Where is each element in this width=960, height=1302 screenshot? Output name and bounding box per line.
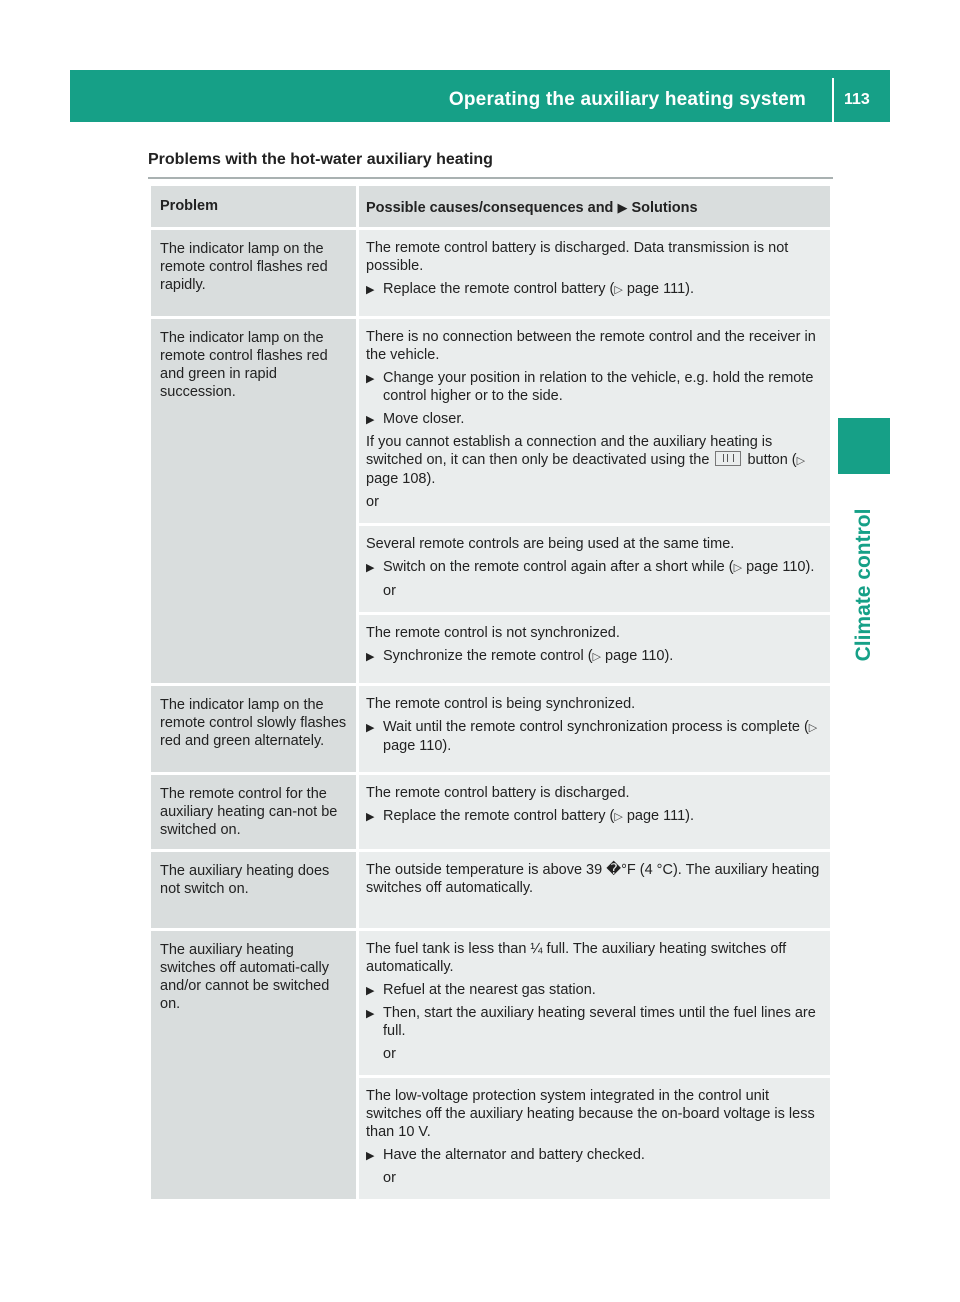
page-link[interactable]: page 110 (746, 559, 806, 575)
solution-cell (358, 685, 832, 774)
page-link[interactable]: page 110 (605, 648, 665, 664)
or-text: or (366, 494, 379, 510)
table-row (150, 318, 832, 525)
page-link[interactable]: page 110 (383, 738, 443, 754)
solution-cell (358, 614, 832, 685)
chapter-label-text: Climate control (852, 508, 875, 662)
page-header (70, 70, 890, 122)
note-text (366, 433, 824, 488)
table-row (150, 685, 832, 774)
problem-cell: The indicator lamp on the remote control flashes red rapidly. (150, 229, 358, 318)
step-arrow-icon: ▶ (366, 562, 375, 574)
cause-text: The remote control battery is discharged. Data transmission is not possible. (366, 240, 789, 274)
solution-step (366, 410, 824, 428)
step-text-end: ). (685, 808, 694, 824)
section-title: Problems with the hot-water auxiliary heating (148, 151, 493, 168)
solution-step (366, 558, 824, 577)
solution-step (366, 1004, 824, 1040)
step-text: Switch on the remote control again after a short while ( (383, 559, 734, 575)
solution-cell (358, 774, 832, 851)
or-text: or (383, 583, 396, 599)
solution-cell (358, 229, 832, 318)
header-solutions-prefix: Possible causes/consequences and (366, 200, 614, 216)
problem-cell: The indicator lamp on the remote control flashes red and green in rapid succession. (150, 318, 358, 685)
solution-step (366, 1146, 824, 1164)
step-arrow-icon: ▶ (366, 414, 375, 426)
page-number: 113 (844, 91, 870, 108)
page-ref-icon: ▷ (614, 811, 623, 823)
troubleshooting-table (148, 183, 833, 1202)
step-text-end: ). (442, 738, 452, 754)
step-text: Wait until the remote control synchronization process is complete ( (383, 719, 809, 735)
cause-text: The remote control battery is discharged. (366, 785, 630, 801)
step-text: Replace the remote control battery ( (383, 281, 615, 297)
solution-cell (358, 930, 832, 1077)
cause-text: The fuel tank is less than ¼ full. The auxiliary heating switches off automatically. (366, 941, 787, 975)
cause-text: The remote control is not synchronized. (366, 625, 620, 641)
step-text: Replace the remote control battery ( (383, 808, 615, 824)
step-text: Have the alternator and battery checked. (383, 1147, 645, 1163)
problem-cell: The remote control for the auxiliary heating can-not be switched on. (150, 774, 358, 851)
header-divider (832, 78, 834, 122)
note-pre: If you cannot establish a connection and the auxiliary heating is switched on, it can then only be deactivated using the (366, 434, 773, 468)
table-row (150, 851, 832, 930)
page-ref-icon: ▷ (614, 284, 623, 296)
step-arrow-icon: ▶ (366, 373, 375, 385)
step-arrow-icon: ▶ (366, 811, 375, 823)
table-header-row (150, 185, 832, 229)
page-link[interactable]: page 111 (626, 281, 686, 297)
problem-cell: The auxiliary heating does not switch on. (150, 851, 358, 930)
step-arrow-icon: ▶ (366, 1150, 375, 1162)
step-arrow-icon: ▶ (366, 722, 375, 734)
step-arrow-icon: ▶ (617, 200, 628, 215)
page-ref-icon: ▷ (733, 562, 743, 574)
step-text: Then, start the auxiliary heating several times until the fuel lines are full. (383, 1005, 816, 1039)
step-text: Refuel at the nearest gas station. (383, 982, 596, 998)
page-ref-icon: ▷ (592, 651, 602, 663)
step-text-end: ). (685, 281, 694, 297)
note-end: ). (426, 471, 436, 487)
step-text-end: ). (805, 559, 815, 575)
chapter-tab-label (840, 500, 888, 670)
problem-cell: The indicator lamp on the remote control slowly flashes red and green alternately. (150, 685, 358, 774)
cause-text: The low-voltage protection system integrated in the control unit switches off the auxiliary heating because the on-board voltage is less than 10 V. (366, 1088, 815, 1140)
solution-cell (358, 851, 832, 930)
page-ref-icon: ▷ (808, 722, 818, 734)
step-text-end: ). (664, 648, 674, 664)
step-arrow-icon: ▶ (366, 284, 375, 296)
cause-text: There is no connection between the remote control and the receiver in the vehicle. (366, 329, 816, 363)
solution-step (366, 718, 824, 755)
step-arrow-icon: ▶ (366, 651, 375, 663)
column-header-solutions (358, 185, 832, 229)
page-link[interactable]: page 111 (626, 808, 686, 824)
or-text: or (383, 1046, 396, 1062)
cause-text: Several remote controls are being used at the same time. (366, 536, 735, 552)
table-row (150, 930, 832, 1077)
step-text: Change your position in relation to the vehicle, e.g. hold the remote control higher or to the side. (383, 370, 814, 404)
header-title: Operating the auxiliary heating system (448, 89, 806, 110)
step-text: Synchronize the remote control ( (383, 648, 593, 664)
auxiliary-heating-button-icon (715, 451, 741, 466)
header-solutions-suffix: Solutions (631, 200, 698, 216)
solution-cell (358, 318, 832, 525)
step-text: Move closer. (383, 411, 465, 427)
solution-step (366, 981, 824, 999)
page-ref-icon: ▷ (796, 455, 806, 467)
solution-step (366, 369, 824, 405)
section-divider (148, 177, 833, 179)
solution-cell (358, 1077, 832, 1201)
chapter-tab-marker (838, 418, 890, 474)
step-arrow-icon: ▶ (366, 985, 375, 997)
solution-step (366, 807, 824, 826)
step-arrow-icon: ▶ (366, 1008, 375, 1020)
table-row (150, 774, 832, 851)
problem-cell: The auxiliary heating switches off automati-cally and/or cannot be switched on. (150, 930, 358, 1201)
solution-cell (358, 525, 832, 614)
cause-text: The remote control is being synchronized. (366, 696, 636, 712)
note-post: button ( (747, 452, 797, 468)
solution-step (366, 280, 824, 299)
page-link[interactable]: page 108 (366, 471, 427, 487)
or-text: or (383, 1170, 396, 1186)
column-header-problem: Problem (150, 185, 358, 229)
table-row (150, 229, 832, 318)
solution-step (366, 647, 824, 666)
cause-text: The outside temperature is above 39 �°F (4 °C). The auxiliary heating switches off automatically. (366, 862, 820, 896)
